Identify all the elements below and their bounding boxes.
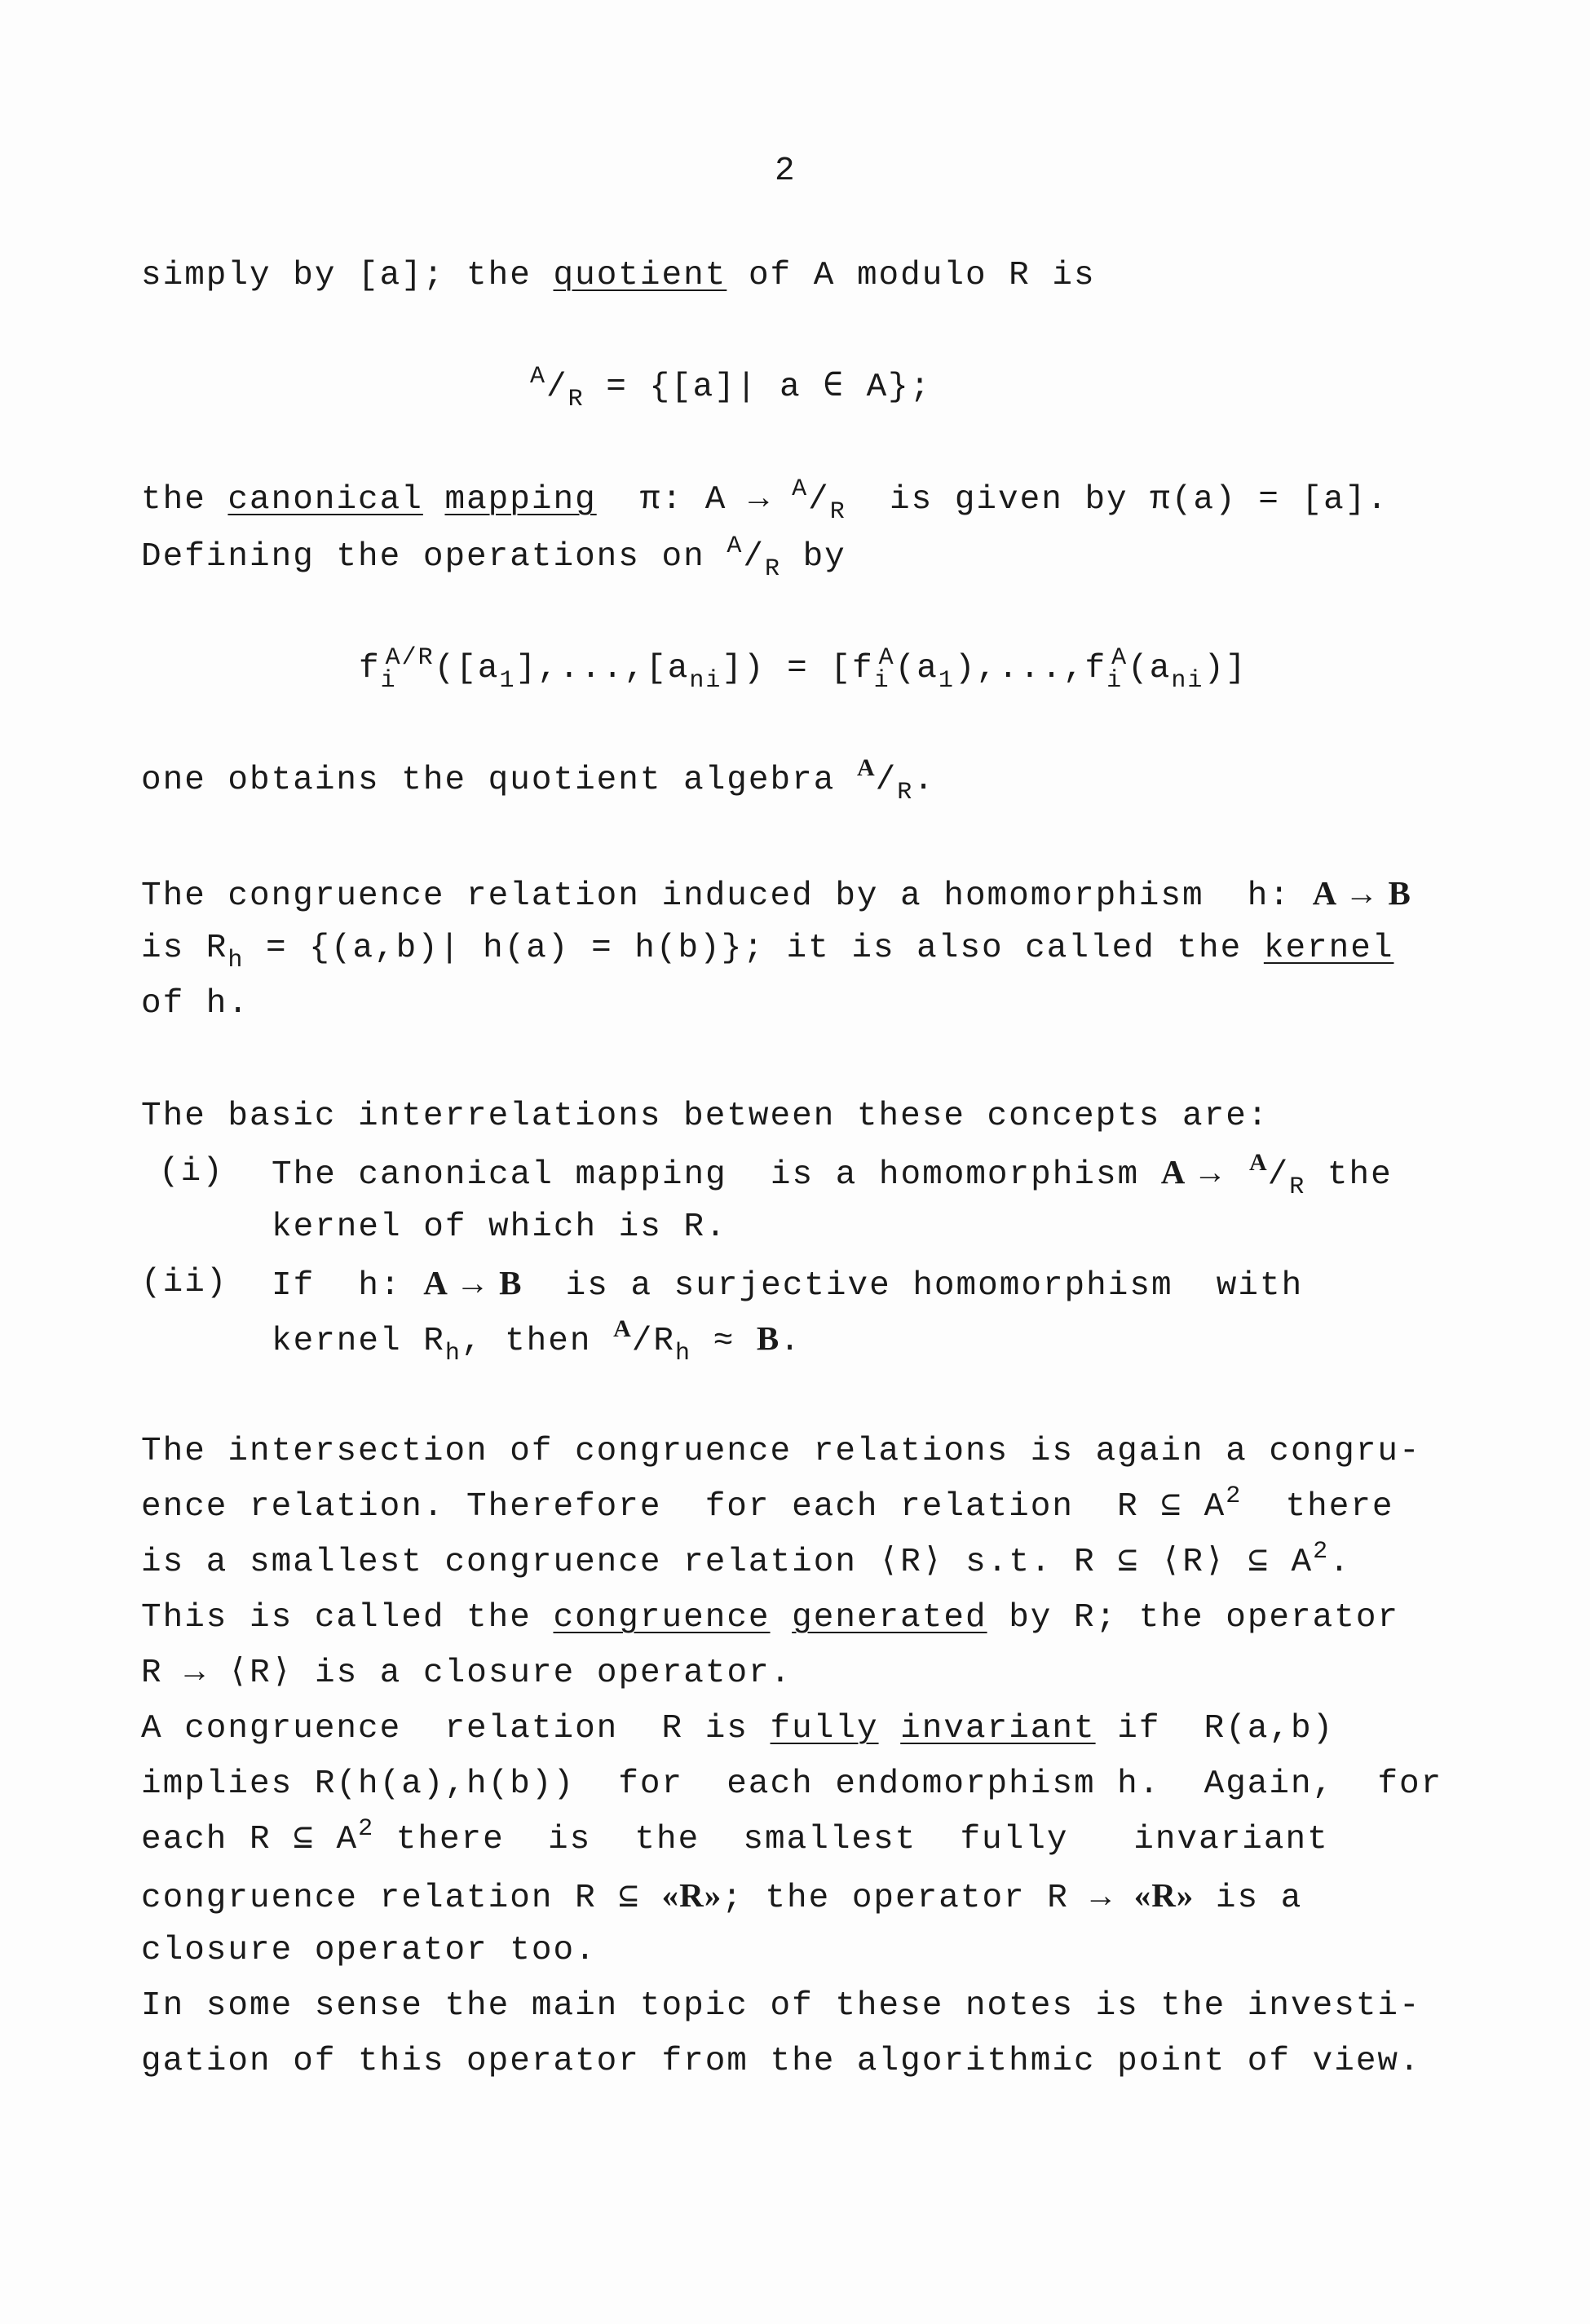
text-line: one obtains the quotient algebra $^A/_R$. xyxy=(141,754,935,806)
list-item: kernel of which is R. xyxy=(272,1208,727,1246)
term-mapping: mapping xyxy=(444,481,597,519)
text-line: implies R(h(a),h(b)) for each endomorphism h. Again, for xyxy=(141,1765,1443,1803)
text-line: The intersection of congruence relations is again a congru- xyxy=(141,1433,1421,1470)
text: simply by [a]; the xyxy=(141,257,532,294)
text-line: ence relation. Therefore for each relation R ⊆ $A^2$ there xyxy=(141,1482,1394,1526)
formula-quotient-set: $^A/_R = \{[a]|$ a ∈ A}; xyxy=(530,363,932,413)
text-line: This is called the congruence generated by R; the operator xyxy=(141,1599,1400,1637)
text: of A modulo R is xyxy=(748,257,1096,294)
list-item: kernel $R_h$, then $^A/R_h \approx B$. xyxy=(272,1315,802,1367)
text-line: The congruence relation induced by a homomorphism h: A → B xyxy=(141,874,1411,915)
text-line: Defining the operations on $^A/_R$ by xyxy=(141,532,846,583)
term-kernel: kernel xyxy=(1263,930,1394,967)
text-line: closure operator too. xyxy=(141,1932,597,1969)
list-label: (ii) xyxy=(141,1264,228,1301)
formula-operations: $f_i^{A/R}([a_1],...,[a_{ni}]) = [f_i^A(a_1),...,f_i^A(a_{ni})]$ xyxy=(359,644,1248,695)
text-line: each R ⊆ $A^2$ there is the smallest fully invariant xyxy=(141,1815,1329,1858)
text-line: In some sense the main topic of these notes is the investi- xyxy=(141,1987,1421,2025)
text-line xyxy=(141,259,1096,293)
text-line: The basic interrelations between these concepts are: xyxy=(141,1098,1270,1135)
list-label: (i) xyxy=(159,1153,224,1191)
term-fully: fully xyxy=(770,1710,879,1747)
term-generated: generated xyxy=(792,1599,987,1637)
list-item: The canonical mapping is a homomorphism $A \to ^A/_R$ the xyxy=(272,1149,1393,1201)
term-quotient: quotient xyxy=(553,257,727,294)
term-invariant: invariant xyxy=(900,1710,1096,1747)
text-line: congruence relation R ⊆ «R»; the operator R → «R» is a xyxy=(141,1876,1303,1917)
text-line: is $R_h = \{(a,b)|$ h(a) = h(b)}; it is also called the kernel xyxy=(141,930,1394,974)
text-line: A congruence relation R is fully invariant if R(a,b) xyxy=(141,1710,1335,1747)
text-line: the canonical mapping π: $A \to ^A/_R$ is given by π(a) = [a]. xyxy=(141,475,1389,526)
text-line: gation of this operator from the algorithmic point of view. xyxy=(141,2043,1421,2080)
page-number: 2 xyxy=(775,152,797,190)
text-line: is a smallest congruence relation ⟨R⟩ s.t. R ⊆ ⟨R⟩ ⊆ $A^2$. xyxy=(141,1538,1351,1581)
text-line: R → ⟨R⟩ is a closure operator. xyxy=(141,1655,793,1692)
term-canonical: canonical xyxy=(227,481,423,519)
text-line: of h. xyxy=(141,985,250,1023)
term-congruence: congruence xyxy=(553,1599,771,1637)
list-item: If h: A → B is a surjective homomorphism with xyxy=(272,1264,1304,1305)
